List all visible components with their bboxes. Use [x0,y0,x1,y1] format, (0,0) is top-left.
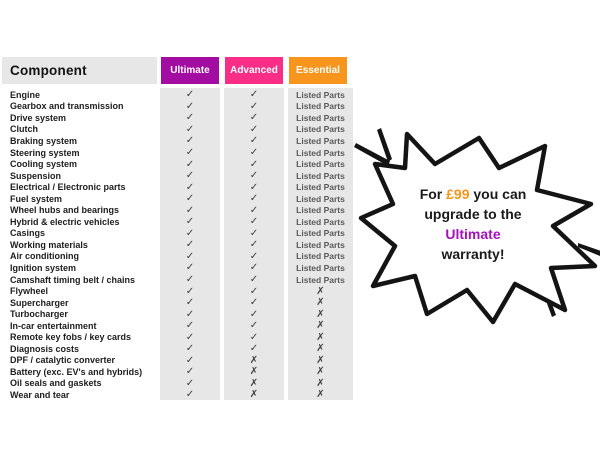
essential-cell: Listed Parts [296,228,345,239]
table-row [2,228,356,240]
callout-text-fragment: you can [469,186,527,202]
table-row [2,343,356,355]
component-name: Diagnosis costs [10,343,80,354]
table-row [2,239,356,251]
essential-cell: ✗ [316,377,325,389]
ultimate-cell: ✓ [185,262,195,274]
advanced-cell: ✓ [249,274,259,286]
ultimate-cell: ✓ [185,343,195,355]
advanced-cell: ✓ [249,135,259,147]
table-row [2,297,356,309]
table-row [2,124,356,136]
component-name: Battery (exc. EV's and hybrids) [10,366,143,377]
ultimate-cell: ✓ [185,366,195,378]
essential-cell: ✗ [316,285,325,297]
ultimate-cell: ✓ [185,112,195,124]
essential-cell: Listed Parts [296,135,345,146]
advanced-cell: ✓ [249,89,259,101]
essential-cell: ✗ [316,366,325,378]
table-row [2,135,356,147]
ultimate-cell: ✓ [185,147,195,158]
essential-cell: Listed Parts [296,205,345,216]
essential-cell: Listed Parts [296,101,345,112]
component-column-header [2,57,157,84]
table-row [2,262,356,274]
essential-cell: Listed Parts [296,262,345,273]
component-name: Suspension [10,170,62,181]
table-row [2,170,356,182]
component-name: Drive system [10,112,67,123]
advanced-cell: ✓ [249,308,259,320]
advanced-cell: ✓ [249,147,259,158]
plan-header-label: Advanced [230,65,278,76]
essential-cell: ✗ [316,320,325,332]
component-name: Supercharger [10,297,69,308]
ultimate-cell: ✓ [185,181,195,193]
advanced-cell: ✓ [249,285,259,297]
essential-cell: ✗ [316,331,325,343]
essential-cell: Listed Parts [296,124,345,135]
essential-cell: ✗ [316,389,325,401]
advanced-cell: ✗ [249,366,259,378]
essential-cell: ✗ [316,308,325,320]
table-row [2,89,356,101]
ultimate-cell: ✓ [185,331,195,343]
advanced-cell: ✓ [249,158,259,170]
component-name: Air conditioning [10,251,79,262]
ultimate-cell: ✓ [185,239,195,251]
table-row [2,158,356,170]
table-row [2,216,356,228]
table-row [2,355,356,367]
table-row [2,308,356,320]
component-name: Flywheel [10,286,49,297]
advanced-cell: ✓ [249,112,259,124]
table-row [2,331,356,343]
ultimate-cell: ✓ [185,389,195,401]
component-name: Casings [10,228,46,239]
advanced-cell: ✓ [249,204,259,216]
essential-cell: Listed Parts [296,216,345,227]
callout-ultimate-word: Ultimate [445,226,501,242]
advanced-cell: ✓ [249,262,259,274]
table-body [2,89,356,401]
table-row [2,366,356,378]
ultimate-cell: ✓ [185,135,195,147]
component-name: Remote key fobs / key cards [10,332,132,343]
component-name: Braking system [10,135,78,146]
component-name: Fuel system [10,193,63,204]
advanced-cell: ✓ [249,100,259,112]
component-name: Wear and tear [10,389,70,400]
plan-header-essential [289,57,347,84]
component-name: Steering system [10,147,80,158]
advanced-cell: ✓ [249,343,259,355]
callout-line-2: upgrade to the [424,206,522,222]
table-row [2,378,356,390]
essential-cell: ✗ [316,297,325,309]
essential-cell: Listed Parts [296,193,345,204]
essential-cell: Listed Parts [296,251,345,262]
advanced-cell: ✓ [249,123,259,135]
plan-header-advanced [225,57,283,84]
plan-header-label: Ultimate [170,65,210,76]
advanced-cell: ✓ [249,297,259,309]
ultimate-cell: ✓ [185,204,195,216]
table-row [2,274,356,286]
component-name: Engine [10,89,41,100]
component-name: Oil seals and gaskets [10,378,102,389]
advanced-cell: ✗ [249,389,259,401]
table-row [2,251,356,263]
advanced-cell: ✓ [249,170,259,182]
table-row [2,320,356,332]
advanced-cell: ✓ [249,320,259,332]
component-name: In-car entertainment [10,320,97,331]
component-name: Turbocharger [10,309,68,320]
ultimate-cell: ✓ [185,320,195,332]
callout-text [393,184,553,264]
ultimate-cell: ✓ [185,227,195,239]
ultimate-cell: ✓ [185,123,195,135]
ultimate-cell: ✓ [185,193,195,205]
essential-cell: ✗ [316,354,325,366]
table-row [2,204,356,216]
advanced-cell: ✓ [249,193,259,205]
ultimate-cell: ✓ [185,216,195,228]
advanced-cell: ✓ [249,181,259,193]
component-name: Wheel hubs and bearings [10,205,120,216]
table-row [2,147,356,159]
advanced-cell: ✓ [249,227,259,239]
essential-cell: Listed Parts [296,182,345,193]
table-row [2,101,356,113]
ultimate-cell: ✓ [185,285,195,297]
ultimate-cell: ✓ [185,170,195,182]
ultimate-cell: ✓ [185,158,195,170]
ultimate-cell: ✓ [185,308,195,320]
ultimate-cell: ✓ [185,274,195,286]
essential-cell: Listed Parts [296,170,345,181]
component-name: Camshaft timing belt / chains [10,274,136,285]
essential-cell: Listed Parts [296,274,345,285]
advanced-cell: ✓ [249,239,259,251]
component-name: DPF / catalytic converter [10,355,116,366]
ultimate-cell: ✓ [185,377,195,389]
table-row [2,181,356,193]
callout-line-4: warranty! [441,246,505,262]
component-name: Electrical / Electronic parts [10,182,126,193]
component-name: Hybrid & electric vehicles [10,216,120,227]
ultimate-cell: ✓ [185,297,195,309]
ultimate-cell: ✓ [185,100,195,112]
ultimate-cell: ✓ [185,250,195,262]
component-name: Cooling system [10,159,78,170]
callout-price: £99 [446,186,470,202]
ultimate-cell: ✓ [185,89,195,101]
component-name: Clutch [10,124,38,135]
ultimate-cell: ✓ [185,354,195,366]
table-row [2,112,356,124]
essential-cell: Listed Parts [296,159,345,170]
essential-cell: Listed Parts [296,147,345,158]
table-row [2,285,356,297]
essential-cell: ✗ [316,343,325,355]
advanced-cell: ✓ [249,216,259,228]
component-name: Ignition system [10,262,77,273]
component-header-label: Component [10,63,87,78]
plan-header-ultimate [161,57,219,84]
callout-text-fragment: For [419,186,447,202]
advanced-cell: ✓ [249,250,259,262]
table-row [2,193,356,205]
advanced-cell: ✓ [249,331,259,343]
advanced-cell: ✗ [249,377,259,389]
essential-cell: Listed Parts [296,239,345,250]
advanced-cell: ✗ [249,354,259,366]
table-row [2,389,356,401]
component-name: Gearbox and transmission [10,101,124,112]
callout-line-1 [393,184,553,204]
essential-cell: Listed Parts [296,112,345,123]
essential-cell: Listed Parts [296,89,345,100]
plan-header-label: Essential [296,65,340,76]
component-name: Working materials [10,239,88,250]
